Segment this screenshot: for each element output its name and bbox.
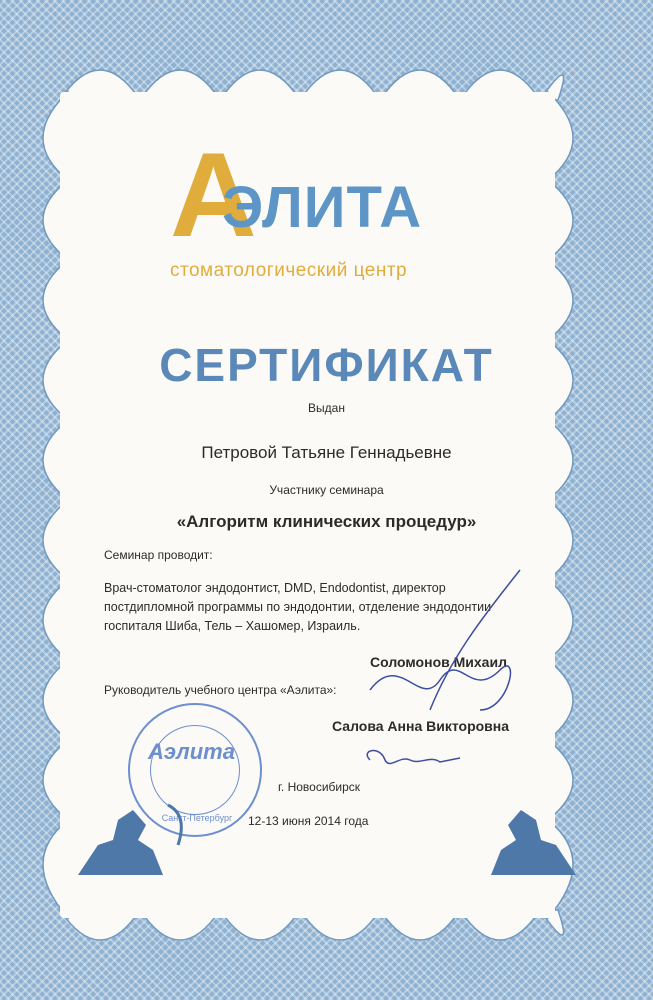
logo-word: ЭЛИТА bbox=[222, 175, 423, 240]
stamp-city: Санкт-Петербург bbox=[161, 813, 233, 823]
lecturer-line-3: госпиталя Шиба, Тель – Хашомер, Израиль. bbox=[104, 619, 361, 633]
griffin-right-icon bbox=[486, 785, 586, 885]
lecturer-signature bbox=[360, 560, 540, 720]
issued-label: Выдан bbox=[308, 401, 345, 415]
griffin-left-icon bbox=[68, 785, 188, 885]
lecturer-name: Соломонов Михаил bbox=[370, 654, 507, 670]
logo-letter: А bbox=[170, 128, 257, 262]
director-signature bbox=[360, 740, 470, 780]
lecturer-line-2: постдипломной программы по эндодонтии, отделение эндодонтии bbox=[104, 600, 492, 614]
recipient-name: Петровой Татьяне Геннадьевне bbox=[201, 443, 452, 462]
certificate-title: СЕРТИФИКАТ bbox=[159, 339, 494, 391]
participant-label: Участнику семинара bbox=[269, 483, 384, 497]
date: 12-13 июня 2014 года bbox=[248, 814, 369, 828]
stamp-logo: Аэлита bbox=[148, 739, 235, 764]
logo-subtitle: стоматологический центр bbox=[170, 260, 408, 281]
seminar-title: «Алгоритм клинических процедур» bbox=[176, 512, 477, 531]
director-label: Руководитель учебного центра «Аэлита»: bbox=[104, 683, 337, 697]
conducted-label: Семинар проводит: bbox=[104, 548, 213, 562]
lecturer-line-1: Врач-стоматолог эндодонтист, DMD, Endodontist, директор bbox=[104, 581, 446, 595]
director-name: Салова Анна Викторовна bbox=[332, 718, 510, 734]
city: г. Новосибирск bbox=[278, 780, 361, 794]
